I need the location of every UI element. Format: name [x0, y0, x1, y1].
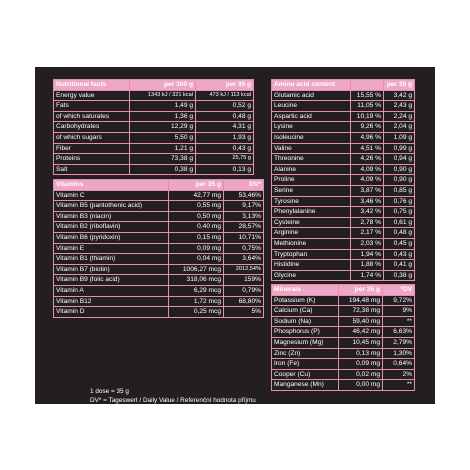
row-value: 159%: [224, 275, 264, 286]
row-value: 4,51 %: [351, 143, 384, 154]
table-row: [272, 90, 415, 101]
row-value: 42,77 mg: [169, 190, 224, 201]
row-value: 3,87 %: [351, 185, 384, 196]
row-value: 0,48 g: [384, 228, 415, 239]
row-value: 473 kJ / 113 kcal: [196, 90, 254, 101]
table-row: [272, 164, 415, 175]
table-row: [272, 217, 415, 228]
row-label: Glycine: [272, 270, 351, 281]
table-row: [272, 111, 415, 122]
table-row: [54, 111, 254, 122]
row-value: 10,71%: [224, 232, 264, 243]
row-value: 9,17%: [224, 201, 264, 212]
row-label: Vitamin B2 (riboflavin): [54, 222, 169, 233]
table-row: [54, 275, 264, 286]
row-value: 0,25 mcg: [169, 307, 224, 318]
table-row: [272, 132, 415, 143]
row-label: Tyrosine: [272, 196, 351, 207]
table-row: [54, 164, 254, 175]
row-value: 0,85 g: [384, 185, 415, 196]
row-value: 72,38 mg: [339, 306, 383, 317]
table-row: [272, 228, 415, 239]
row-value: 0,43 g: [196, 143, 254, 154]
row-label: Isoleucine: [272, 132, 351, 143]
row-label: Threonine: [272, 154, 351, 165]
row-value: 0,00 mg: [339, 380, 383, 391]
minerals-table: [271, 284, 415, 391]
table-row: [54, 122, 254, 133]
row-label: Vitamin B3 (niacin): [54, 211, 169, 222]
row-value: 3,46 %: [351, 196, 384, 207]
table-header-row: [54, 180, 264, 191]
row-label: Magnesium (Mg): [272, 337, 339, 348]
table-row: [272, 348, 415, 359]
footnote-line: 1 dose = 35 g: [90, 388, 129, 395]
row-label: Zinc (Zn): [272, 348, 339, 359]
table-row: [272, 154, 415, 165]
row-label: Aspartic acid: [272, 111, 351, 122]
column-header: per 35 g: [384, 80, 415, 91]
table-row: [272, 270, 415, 281]
row-label: Vitamin A: [54, 285, 169, 296]
row-value: 3,42 %: [351, 207, 384, 218]
row-label: of which saturates: [54, 111, 130, 122]
column-header: Amino acid content: [272, 80, 351, 91]
row-value: 2,79%: [383, 337, 415, 348]
row-value: **: [383, 380, 415, 391]
row-value: 6,29 mcg: [169, 285, 224, 296]
table-row: [54, 90, 254, 101]
row-value: 12,29 g: [130, 122, 196, 133]
row-value: 0,41 g: [384, 260, 415, 271]
row-label: Salt: [54, 164, 130, 175]
row-label: Valine: [272, 143, 351, 154]
row-value: 4,31 g: [196, 122, 254, 133]
row-value: 1006,27 mcg: [169, 264, 224, 275]
row-value: 0,52 g: [196, 101, 254, 112]
row-label: Arginine: [272, 228, 351, 239]
table-row: [272, 337, 415, 348]
row-label: Calcium (Ca): [272, 306, 339, 317]
row-value: 0,15 mg: [169, 232, 224, 243]
row-label: Phosphorus (P): [272, 327, 339, 338]
row-value: 15,55 %: [351, 90, 384, 101]
row-value: 1,88 %: [351, 260, 384, 271]
row-value: 0,55 mg: [169, 201, 224, 212]
row-value: 2,17 %: [351, 228, 384, 239]
row-value: 0,38 g: [384, 270, 415, 281]
row-value: 0,75 g: [384, 207, 415, 218]
row-value: 1,09 g: [384, 132, 415, 143]
column-header: [351, 80, 384, 91]
table-row: [272, 196, 415, 207]
table-row: [54, 254, 264, 265]
table-row: [272, 316, 415, 327]
row-value: 0,50 mg: [169, 211, 224, 222]
table-row: [54, 232, 264, 243]
row-label: Proteins: [54, 154, 130, 165]
row-value: 2,03 %: [351, 238, 384, 249]
row-value: 0,90 g: [384, 175, 415, 186]
table-row: [272, 260, 415, 271]
row-label: Cooper (Cu): [272, 369, 339, 380]
row-label: Proline: [272, 175, 351, 186]
row-value: 2012,54%: [224, 264, 264, 275]
row-value: 4,09 %: [351, 175, 384, 186]
row-label: of which sugars: [54, 132, 130, 143]
row-label: Vitamin D: [54, 307, 169, 318]
table-row: [272, 369, 415, 380]
row-value: 0,94 g: [384, 154, 415, 165]
row-label: Vitamin B6 (pyridoxin): [54, 232, 169, 243]
table-row: [272, 207, 415, 218]
row-label: Sodium (Na): [272, 316, 339, 327]
row-value: 0,45 g: [384, 238, 415, 249]
table-row: [54, 264, 264, 275]
row-value: 2,43 g: [384, 101, 415, 112]
row-value: 1,72 mcg: [169, 296, 224, 307]
row-label: Tryptophan: [272, 249, 351, 260]
row-value: 0,43 g: [384, 249, 415, 260]
row-value: 0,02 mg: [339, 369, 383, 380]
row-value: **: [383, 316, 415, 327]
table-row: [54, 307, 264, 318]
table-row: [54, 211, 264, 222]
table-row: [54, 201, 264, 212]
table-row: [54, 222, 264, 233]
row-value: 0,79%: [224, 285, 264, 296]
footnote-line: **Keine Angaben / Not established / Není stanoveno: [90, 405, 238, 412]
row-label: Histidine: [272, 260, 351, 271]
row-label: Vitamin E: [54, 243, 169, 254]
row-label: Potassium (K): [272, 295, 339, 306]
table-row: [272, 101, 415, 112]
row-label: Leucine: [272, 101, 351, 112]
row-value: 11,05 %: [351, 101, 384, 112]
table-row: [54, 154, 254, 165]
row-value: 4,09 %: [351, 164, 384, 175]
row-label: Methionine: [272, 238, 351, 249]
row-label: Energy value: [54, 90, 130, 101]
table-header-row: [272, 285, 415, 296]
table-row: [272, 143, 415, 154]
row-label: Fats: [54, 101, 130, 112]
column-header: Nutritional facts: [54, 80, 130, 91]
row-label: Vitamin B1 (thiamin): [54, 254, 169, 265]
row-value: 1,74 %: [351, 270, 384, 281]
row-value: 0,61 g: [384, 217, 415, 228]
row-value: 0,64%: [383, 359, 415, 370]
row-value: 53,46%: [224, 190, 264, 201]
row-value: 0,99 g: [384, 143, 415, 154]
row-value: 10,19 %: [351, 111, 384, 122]
row-value: 1,94 %: [351, 249, 384, 260]
row-value: 68,80%: [224, 296, 264, 307]
table-row: [54, 101, 254, 112]
table-row: [272, 359, 415, 370]
row-value: 0,09 mg: [339, 359, 383, 370]
row-value: 9,72%: [383, 295, 415, 306]
row-value: 4,26 %: [351, 154, 384, 165]
column-header: per 100 g: [130, 80, 196, 91]
table-row: [272, 306, 415, 317]
row-value: 9%: [383, 306, 415, 317]
row-label: Lysine: [272, 122, 351, 133]
row-value: 2,78 %: [351, 217, 384, 228]
table-row: [272, 249, 415, 260]
row-label: Iron (Fe): [272, 359, 339, 370]
row-value: 3,64%: [224, 254, 264, 265]
row-value: 0,04 mg: [169, 254, 224, 265]
row-value: 0,76 g: [384, 196, 415, 207]
row-value: 25,75 g: [196, 154, 254, 165]
row-value: 1,36 g: [130, 111, 196, 122]
nutrition-facts-table: [53, 79, 254, 175]
row-value: 2%: [383, 369, 415, 380]
amino-acid-table: [271, 79, 415, 281]
row-label: Phenylalanine: [272, 207, 351, 218]
row-label: Manganese (Mn): [272, 380, 339, 391]
table-row: [54, 132, 254, 143]
column-header: per 35 g: [196, 80, 254, 91]
row-value: 1343 kJ / 321 kcal: [130, 90, 196, 101]
row-label: Vitamin B5 (pantothenic acid): [54, 201, 169, 212]
column-header: per 35 g: [169, 180, 224, 191]
table-row: [54, 190, 264, 201]
vitamins-table: [53, 179, 264, 318]
row-value: 73,38 g: [130, 154, 196, 165]
row-value: 0,09 mg: [169, 243, 224, 254]
row-value: 1,30%: [383, 348, 415, 359]
row-value: 28,57%: [224, 222, 264, 233]
column-header: per 35 g: [339, 285, 383, 296]
row-label: Glutamic acid: [272, 90, 351, 101]
row-value: 59,40 mg: [339, 316, 383, 327]
row-label: Fiber: [54, 143, 130, 154]
row-value: 1,21 g: [130, 143, 196, 154]
table-row: [54, 143, 254, 154]
table-row: [272, 175, 415, 186]
table-row: [272, 185, 415, 196]
table-row: [54, 296, 264, 307]
row-label: Alanine: [272, 164, 351, 175]
table-row: [272, 327, 415, 338]
row-value: 0,75%: [224, 243, 264, 254]
row-value: 0,90 g: [384, 164, 415, 175]
row-value: 0,40 mg: [169, 222, 224, 233]
row-value: 4,96 %: [351, 132, 384, 143]
row-value: 5,50 g: [130, 132, 196, 143]
column-header: Minerals: [272, 285, 339, 296]
row-label: Cysteine: [272, 217, 351, 228]
table-header-row: [272, 80, 415, 91]
row-value: 0,13 g: [196, 164, 254, 175]
row-label: Carbohydrates: [54, 122, 130, 133]
column-header: Vitamins: [54, 180, 169, 191]
row-value: 0,38 g: [130, 164, 196, 175]
row-value: 2,24 g: [384, 111, 415, 122]
table-row: [272, 122, 415, 133]
row-value: 10,45 mg: [339, 337, 383, 348]
row-value: 3,42 g: [384, 90, 415, 101]
row-value: 46,42 mg: [339, 327, 383, 338]
table-row: [54, 285, 264, 296]
row-value: 318,06 mcg: [169, 275, 224, 286]
row-value: 2,04 g: [384, 122, 415, 133]
row-value: 0,13 mg: [339, 348, 383, 359]
table-row: [272, 295, 415, 306]
row-value: 3,13%: [224, 211, 264, 222]
row-value: 6,63%: [383, 327, 415, 338]
column-header: *DV: [383, 285, 415, 296]
row-value: 1,93 g: [196, 132, 254, 143]
row-label: Serine: [272, 185, 351, 196]
row-label: Vitamin B7 (biotin): [54, 264, 169, 275]
row-value: 194,48 mg: [339, 295, 383, 306]
column-header: DV*: [224, 180, 264, 191]
table-row: [54, 243, 264, 254]
table-header-row: [54, 80, 254, 91]
row-value: 1,49 g: [130, 101, 196, 112]
row-label: Vitamin B9 (folic acid): [54, 275, 169, 286]
table-row: [272, 380, 415, 391]
row-value: 5%: [224, 307, 264, 318]
row-value: 0,48 g: [196, 111, 254, 122]
footnote-line: DV* = Tageswert / Daily Value / Referenční hodnota příjmu: [90, 396, 256, 404]
row-label: Vitamin C: [54, 190, 169, 201]
footnotes: [90, 388, 290, 414]
row-label: Vitamin B12: [54, 296, 169, 307]
table-row: [272, 238, 415, 249]
row-value: 9,26 %: [351, 122, 384, 133]
